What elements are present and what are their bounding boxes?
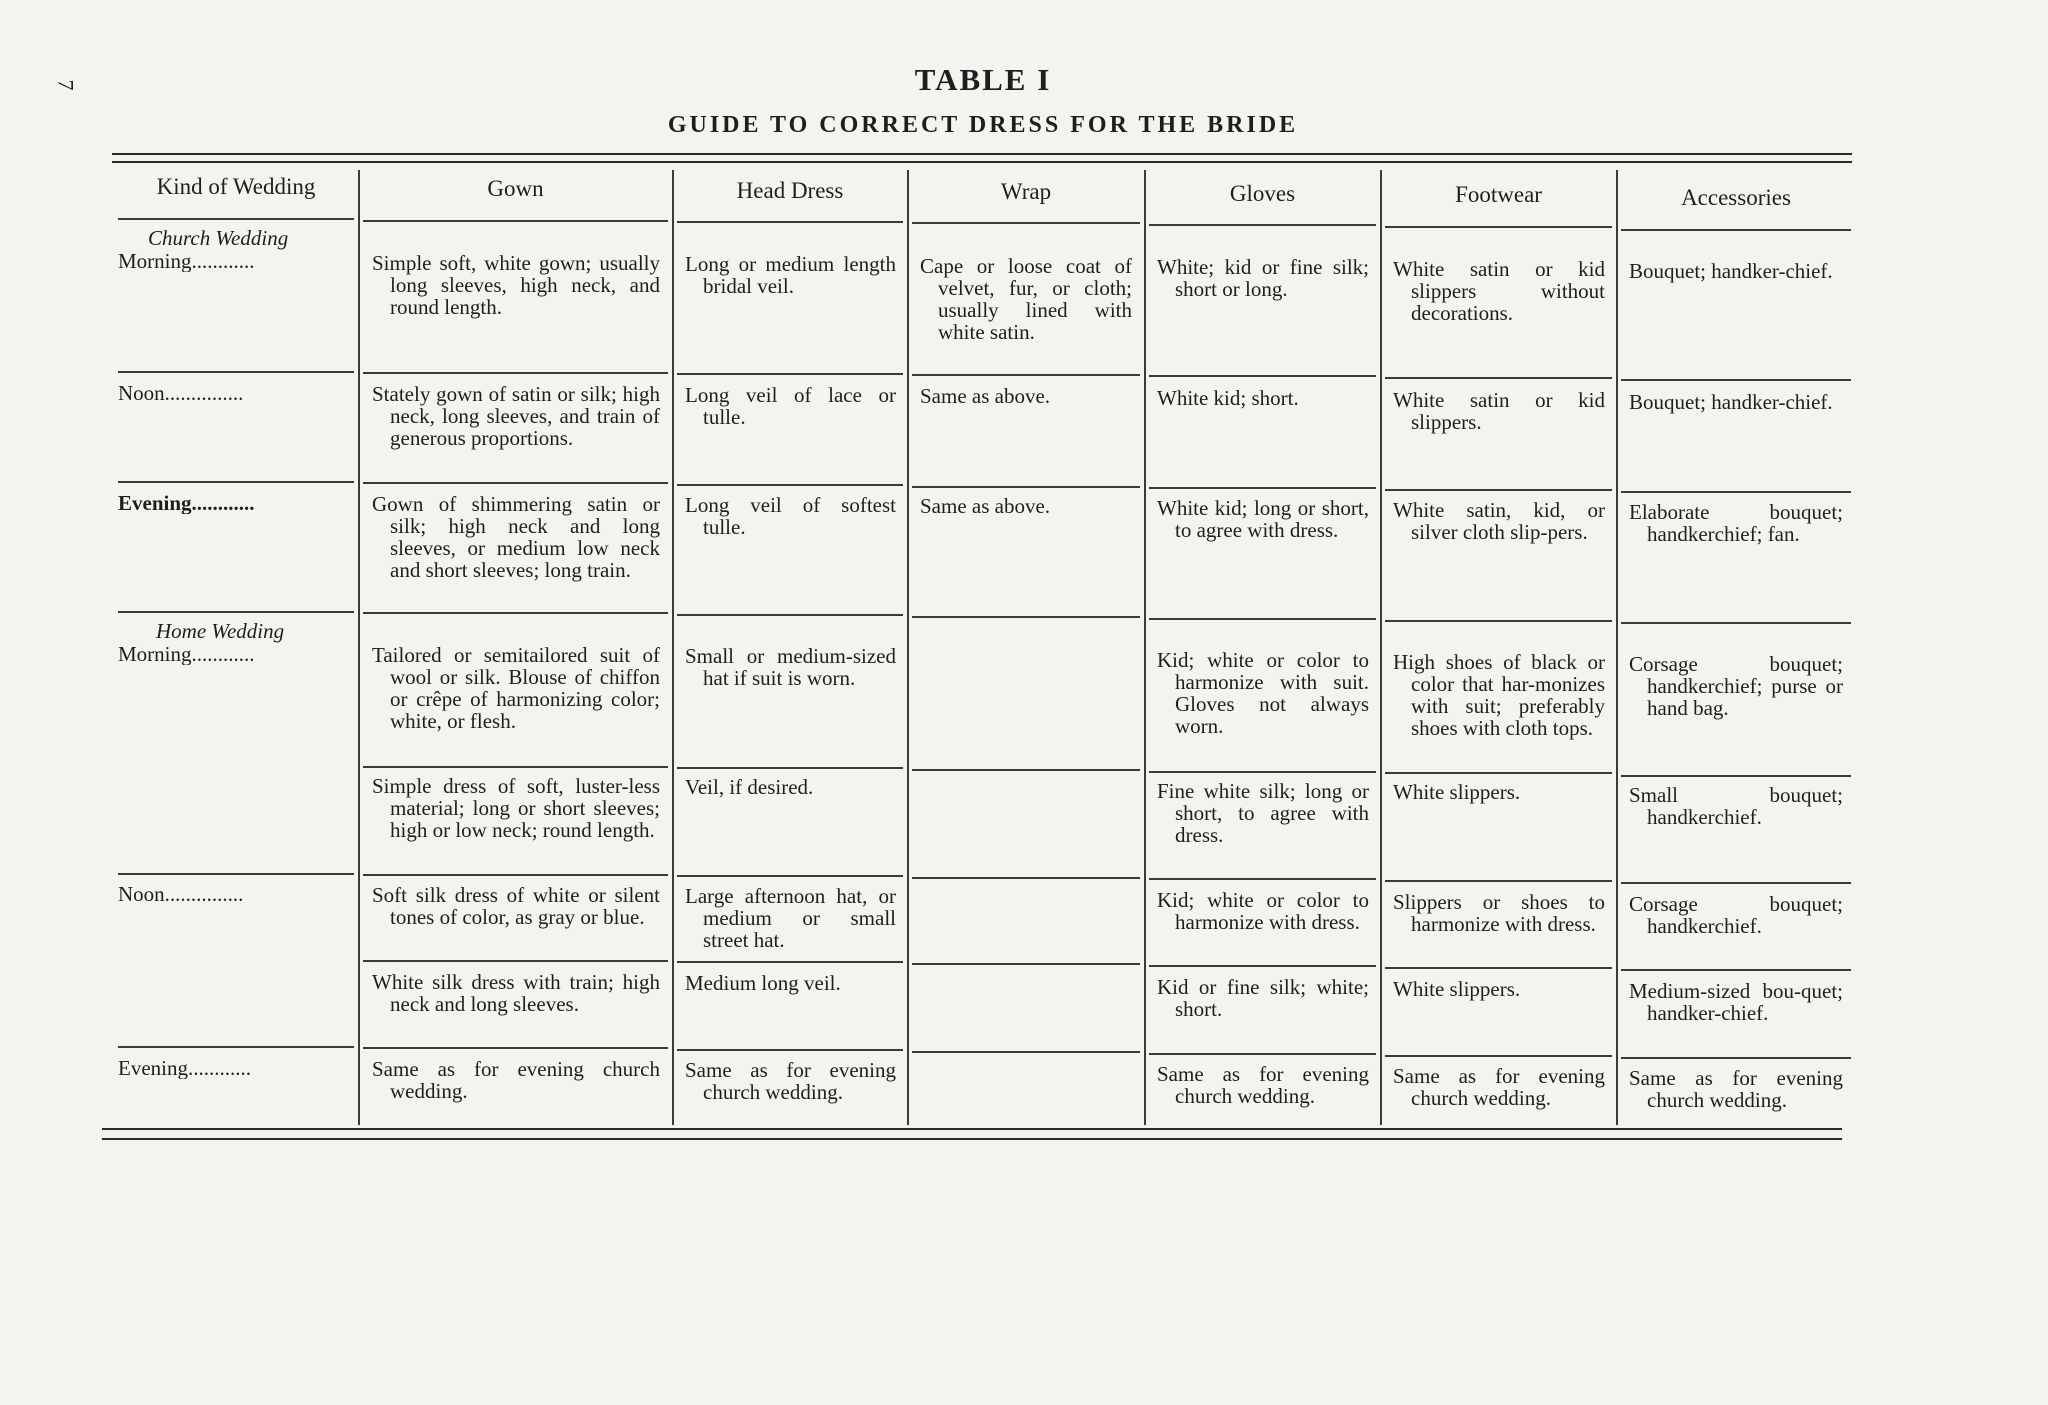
bottom-rule — [102, 1128, 1842, 1130]
footwear-cell: White slippers. — [1393, 977, 1521, 1001]
head-dress-cell: Long or medium length bridal veil. — [685, 252, 896, 298]
footwear-cell: White satin or kid slippers. — [1393, 388, 1605, 434]
row-separator — [363, 482, 668, 484]
row-separator — [1385, 1055, 1612, 1057]
row-separator — [118, 371, 354, 373]
gloves-cell: Kid; white or color to harmonize with dress. — [1157, 888, 1369, 934]
row-separator — [363, 372, 668, 374]
accessories-cell: Bouquet; handker-chief. — [1629, 259, 1833, 283]
gown-cell: Soft silk dress of white or silent tones of color, as gray or blue. — [372, 883, 660, 929]
header-wrap: Wrap — [1000, 179, 1052, 204]
row-separator — [912, 1051, 1140, 1053]
col-divider — [358, 170, 360, 1125]
row-separator — [363, 612, 668, 614]
gloves-cell: Same as for evening church wedding. — [1157, 1062, 1369, 1108]
gown-cell: White silk dress with train; high neck and long sleeves. — [372, 970, 660, 1016]
row-separator — [1621, 622, 1851, 624]
col-divider — [1144, 170, 1146, 1125]
row-separator — [1385, 620, 1612, 622]
header-accessories: Accessories — [1681, 185, 1791, 210]
header-gloves: Gloves — [1229, 181, 1296, 206]
row-separator — [677, 614, 903, 616]
header-footwear: Footwear — [1455, 182, 1542, 207]
row-separator — [912, 374, 1140, 376]
kind-cell: Morning............ — [118, 643, 255, 665]
row-separator — [363, 1047, 668, 1049]
table-subtitle: GUIDE TO CORRECT DRESS FOR THE BRIDE — [667, 112, 1299, 138]
row-separator — [1149, 487, 1376, 489]
row-separator — [912, 616, 1140, 618]
row-separator — [363, 874, 668, 876]
row-separator — [912, 963, 1140, 965]
col-divider — [672, 170, 674, 1125]
row-separator — [118, 611, 354, 613]
accessories-cell: Same as for evening church wedding. — [1629, 1066, 1843, 1112]
row-separator — [1149, 618, 1376, 620]
footwear-cell: High shoes of black or color that har-monizes with suit; preferably shoes with cloth tops. — [1393, 650, 1605, 740]
row-separator — [1385, 880, 1612, 882]
gown-cell: Stately gown of satin or silk; high neck, long sleeves, and train of generous proportions. — [372, 382, 660, 450]
kind-cell: Noon............... — [118, 883, 244, 905]
head-dress-cell: Veil, if desired. — [685, 775, 814, 799]
footwear-cell: White slippers. — [1393, 780, 1521, 804]
accessories-cell: Small bouquet; handkerchief. — [1629, 783, 1843, 829]
row-separator — [1149, 771, 1376, 773]
gloves-cell: Fine white silk; long or short, to agree with dress. — [1157, 779, 1369, 847]
row-separator — [912, 486, 1140, 488]
header-underline — [1621, 229, 1851, 231]
section-home-wedding: Home Wedding — [156, 619, 285, 643]
row-separator — [912, 877, 1140, 879]
row-separator — [677, 961, 903, 963]
header-underline — [1149, 224, 1376, 226]
gown-cell: Same as for evening church wedding. — [372, 1057, 660, 1103]
row-separator — [677, 1049, 903, 1051]
row-separator — [1621, 1057, 1851, 1059]
accessories-cell: Corsage bouquet; handkerchief. — [1629, 892, 1843, 938]
row-separator — [363, 766, 668, 768]
accessories-cell: Corsage bouquet; handkerchief; purse or hand bag. — [1629, 652, 1843, 720]
head-dress-cell: Small or medium-sized hat if suit is worn. — [685, 644, 896, 690]
table-title: TABLE I — [914, 62, 1052, 97]
row-separator — [118, 873, 354, 875]
kind-cell: Evening............ — [118, 492, 255, 514]
row-separator — [677, 767, 903, 769]
head-dress-cell: Medium long veil. — [685, 971, 841, 995]
row-separator — [1149, 965, 1376, 967]
header-head-dress: Head Dress — [736, 178, 844, 203]
header-underline — [912, 222, 1140, 224]
wrap-cell: Cape or loose coat of velvet, fur, or cloth; usually lined with white satin. — [920, 254, 1132, 344]
head-dress-cell: Same as for evening church wedding. — [685, 1058, 896, 1104]
row-separator — [1149, 878, 1376, 880]
row-separator — [118, 481, 354, 483]
row-separator — [912, 769, 1140, 771]
footwear-cell: White satin, kid, or silver cloth slip-pers. — [1393, 498, 1605, 544]
header-underline — [363, 220, 668, 222]
row-separator — [1385, 967, 1612, 969]
header-underline — [1385, 226, 1612, 228]
kind-cell: Noon............... — [118, 382, 244, 404]
row-separator — [118, 1046, 354, 1048]
footwear-cell: Same as for evening church wedding. — [1393, 1064, 1605, 1110]
header-underline — [677, 221, 903, 223]
top-rule — [112, 153, 1852, 155]
gown-cell: Tailored or semitailored suit of wool or silk. Blouse of chiffon or crêpe of harmonizing color; white, or flesh. — [372, 643, 660, 733]
col-divider — [1616, 170, 1618, 1125]
row-separator — [1385, 772, 1612, 774]
row-separator — [1621, 969, 1851, 971]
gown-cell: Simple soft, white gown; usually long sleeves, high neck, and round length. — [372, 251, 660, 319]
bottom-rule-2 — [102, 1138, 1842, 1140]
row-separator — [1621, 775, 1851, 777]
col-divider — [907, 170, 909, 1125]
gloves-cell: White; kid or fine silk; short or long. — [1157, 255, 1369, 301]
gloves-cell: Kid or fine silk; white; short. — [1157, 975, 1369, 1021]
footwear-cell: Slippers or shoes to harmonize with dress. — [1393, 890, 1605, 936]
page-number: 7 — [53, 79, 79, 91]
row-separator — [1149, 375, 1376, 377]
row-separator — [677, 484, 903, 486]
row-separator — [1621, 491, 1851, 493]
gloves-cell: White kid; short. — [1157, 386, 1299, 410]
header-kind: Kind of Wedding — [156, 174, 316, 199]
row-separator — [1385, 489, 1612, 491]
accessories-cell: Bouquet; handker-chief. — [1629, 390, 1833, 414]
section-church-wedding: Church Wedding — [148, 226, 289, 250]
header-gown: Gown — [487, 176, 544, 201]
row-separator — [363, 960, 668, 962]
wrap-cell: Same as above. — [920, 494, 1051, 518]
top-rule-2 — [112, 161, 1852, 163]
wrap-cell: Same as above. — [920, 384, 1051, 408]
row-separator — [677, 875, 903, 877]
col-divider — [1380, 170, 1382, 1125]
row-separator — [1621, 882, 1851, 884]
footwear-cell: White satin or kid slippers without decorations. — [1393, 257, 1605, 325]
head-dress-cell: Large afternoon hat, or medium or small street hat. — [685, 884, 896, 952]
gloves-cell: White kid; long or short, to agree with dress. — [1157, 496, 1369, 542]
head-dress-cell: Long veil of softest tulle. — [685, 493, 896, 539]
row-separator — [1621, 379, 1851, 381]
gown-cell: Gown of shimmering satin or silk; high neck and long sleeves, or medium low neck and short sleeves; long train. — [372, 492, 660, 582]
row-separator — [1385, 377, 1612, 379]
gloves-cell: Kid; white or color to harmonize with suit. Gloves not always worn. — [1157, 648, 1369, 738]
accessories-cell: Medium-sized bou-quet; handker-chief. — [1629, 979, 1843, 1025]
header-underline — [118, 218, 354, 220]
row-separator — [677, 373, 903, 375]
kind-cell: Morning............ — [118, 250, 255, 272]
row-separator — [1149, 1053, 1376, 1055]
head-dress-cell: Long veil of lace or tulle. — [685, 383, 896, 429]
accessories-cell: Elaborate bouquet; handkerchief; fan. — [1629, 500, 1843, 546]
gown-cell: Simple dress of soft, luster-less material; long or short sleeves; high or low neck; round length. — [372, 774, 660, 842]
kind-cell: Evening............ — [118, 1057, 251, 1079]
